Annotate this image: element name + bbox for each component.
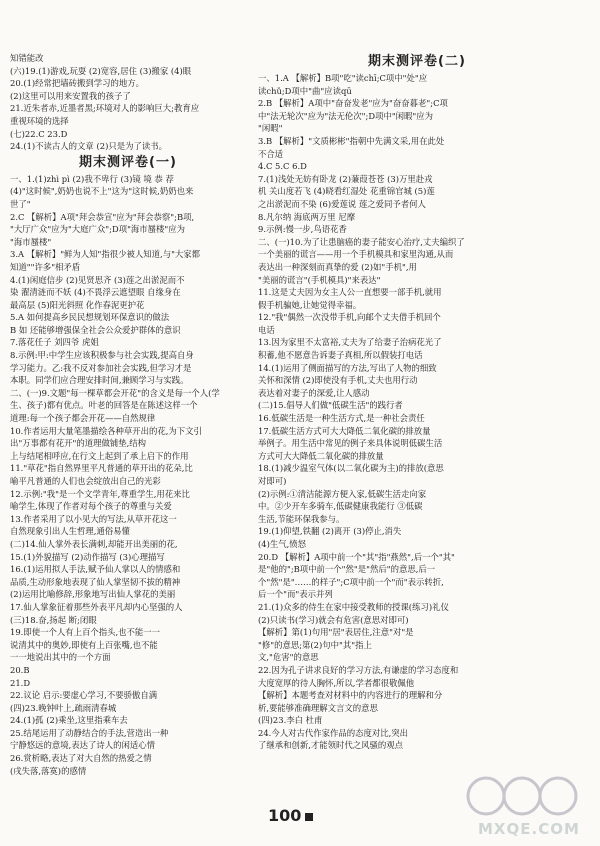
answer-line: 22.议论 启示:要虚心学习,不要骄傲自满 xyxy=(10,690,158,701)
answer-line: (三)18.奋,扬起 断;闭眼 xyxy=(10,614,97,625)
answer-line: 16.低碳生活是一种生活方式,是一种社会责任 xyxy=(258,413,425,424)
answer-line: 24.(1)孤 (2)乘坐,这里指乘车去 xyxy=(10,715,128,726)
answer-line: (4)"这时候",奶奶也说不上"这为"这时候,奶奶也来 xyxy=(10,186,194,197)
answer-line: "修"的意思;第(2)句中"其"指上 xyxy=(258,639,372,650)
answer-line: 个"然"是"……的样子";C项中前一个"而"表示转折, xyxy=(258,576,444,587)
right-column xyxy=(258,52,576,752)
answer-line: 22.因为孔子讲求良好的学习方法,有谦虚的学习态度和 xyxy=(258,664,459,675)
answer-line: "美丽的谎言"(手机模具)"来表达" xyxy=(258,274,381,285)
answer-line: (四)23.晚钟叶上,疏雨清春城 xyxy=(10,702,117,713)
exam-title-one: 期末测评卷(一) xyxy=(79,154,177,170)
page-number-text: 100 xyxy=(268,806,302,825)
answer-line: 20.D 【解析】A项中前一个"其"指"燕然",后一个"其" xyxy=(258,551,455,562)
left-top-answers xyxy=(10,52,246,153)
answer-line: 自然现象引出人生哲理,通俗易懂 xyxy=(10,526,130,537)
answer-line: 学习能力。乙:我不反对参加社会实践,但学习才是 xyxy=(10,362,192,373)
answer-line: 9.示例:慢一步,鸟语花香 xyxy=(258,224,347,235)
answer-line: "闲暇" xyxy=(258,123,283,134)
answer-line: 18.(1)减少温室气体(以二氧化碳为主)的排放(意思 xyxy=(258,463,444,474)
answer-line: 是"他的";B项中前一个"然"是"然后"的意思,后一 xyxy=(258,564,436,575)
answer-line: 19.即使一个人有上百个指头,也不能一一 xyxy=(10,627,160,638)
answer-line: 本职。同学们应合理安排时间,兼顾学习与实践。 xyxy=(10,375,189,386)
answer-line: 3.B 【解析】"文质彬彬"指朝中先满文采,用在此处 xyxy=(258,135,445,146)
answer-line: 宁静悠远的意境,表达了诗人的闲适心情 xyxy=(10,740,156,751)
right-body-answers xyxy=(258,72,576,752)
answer-line: (二)14.仙人掌外表长满刺,却能开出美丽的花, xyxy=(10,538,178,549)
left-column xyxy=(10,52,246,777)
answer-line: 一、1.(1)zhì pì (2)我不卑行 (3)镜 境 恭 荐 xyxy=(10,173,174,184)
answer-line: 10.作者运用大量笔墨描绘各种草开出的花,为下文引 xyxy=(10,425,202,436)
answer-line: 最高层 (5)阳光斜照 化作春泥更护花 xyxy=(10,299,145,310)
watermark-text: MXQE.COM xyxy=(478,820,580,838)
answer-line: 出"万事都有花开"的道理做铺垫,结构 xyxy=(10,438,146,449)
answer-line: 13.作者采用了以小见大的写法,从草开花这一 xyxy=(10,513,177,524)
answer-line: 知道""许多"相矛盾 xyxy=(10,261,81,272)
answer-line: 后一个"而"表示并列 xyxy=(258,589,333,600)
answer-line: 12."我"偶然一次没带手机,向邮个丈夫借手机回个 xyxy=(258,312,441,323)
answer-line: 【解析】第(1)句用"居"表居住,注意"对"是 xyxy=(258,627,414,638)
answer-line: 7.落花任子 刘四爷 虎姐 xyxy=(10,337,99,348)
page-number xyxy=(268,806,313,825)
answer-line: 表达着对妻子的深爱,让人感动 xyxy=(258,387,370,398)
answer-line: (七)22.C 23.D xyxy=(10,128,68,139)
watermark xyxy=(464,770,594,842)
answer-line: 染 濯清涟而不妖 (4)不畏浮云遮望眼 自缘身在 xyxy=(10,287,181,298)
answer-line: 一个美丽的谎言——用一个手机模具和家里沟通,从而 xyxy=(258,249,454,260)
answer-line: 世了" xyxy=(10,198,31,209)
answer-line: 电话 xyxy=(258,324,275,335)
answer-line: 重视环境的选择 xyxy=(10,115,69,126)
answer-line: 不合适 xyxy=(258,148,284,159)
exam-title-two: 期末测评卷(二) xyxy=(368,54,466,69)
answer-line: 了继承和创新,才能领时代之风骚的观点 xyxy=(258,740,404,751)
answer-line: 二、(一)10.为了让患脑癌的妻子能安心治疗,丈夫编织了 xyxy=(258,236,465,247)
answer-line: 16.(1)运用拟人手法,赋予仙人掌以人的情感和 xyxy=(10,564,181,575)
answer-line: 上与结尾相呼应,在行文上起到了承上启下的作用 xyxy=(10,450,189,461)
answer-line: 2.C 【解析】A项"拜会恭宣"应为"拜会恭察";B项, xyxy=(10,211,195,222)
answer-line: 假手机骗她,让她觉得幸福。 xyxy=(258,299,362,310)
answer-line: 26.赏析略,表达了对大自然的热爱之情 xyxy=(10,753,152,764)
answer-line: 读chǔ;D项中"曲"应读qū xyxy=(258,85,352,96)
answer-line: 生活,节能环保我参与。 xyxy=(258,513,345,524)
answer-line: 文,"危害"的意思 xyxy=(258,652,319,663)
answer-line: 机 关山度若飞 (4)晓看红湿处 花重锦官城 (5)莲 xyxy=(258,186,435,197)
answer-line: 之出淤泥而不染 (6)爱莲说 莲之爱同予者何人 xyxy=(258,198,426,209)
answer-line: 11."草花"指自然界里平凡普通的草开出的花朵,比 xyxy=(10,463,193,474)
answer-line: 15.(1)外貌描写 (2)动作描写 (3)心理描写 xyxy=(10,551,165,562)
answer-line: "海市蜃楼" xyxy=(10,236,52,247)
answer-line: 积蓄,他不愿意告诉妻子真相,所以假装打电话 xyxy=(258,350,423,361)
answer-line: (四)23.李白 杜甫 xyxy=(258,715,323,726)
answer-line: 25.结尾运用了动静结合的手法,营造出一种 xyxy=(10,727,169,738)
answer-line: 24.(1)不读古人的文章 (2)只是为了读书。 xyxy=(10,141,167,152)
answer-line: 20.B xyxy=(10,664,30,675)
answer-line: (2)示例:①清洁能源方便入家,低碳生活走向家 xyxy=(258,488,427,499)
answer-line: 17.仙人掌象征着那些外表平凡却内心坚强的人 xyxy=(10,601,183,612)
answer-line: 2.B 【解析】A项中"奋奋发老"应为"奋奋暮老";C项 xyxy=(258,98,448,109)
answer-line: 举例子。用生活中常见的例子来具体说明低碳生活 xyxy=(258,438,443,449)
answer-line: 20.(1)经常把墙砖搬到学习的地方。 xyxy=(10,78,145,89)
answer-line: 一一地说出其中的一个方面 xyxy=(10,652,111,663)
answer-line: (二)15.倡导人们做"低碳生活"的践行者 xyxy=(258,400,403,411)
answer-line: 大度宽厚的待人胸怀,所以,学者都很敬佩他 xyxy=(258,677,415,688)
answer-line: 4.C 5.C 6.D xyxy=(258,161,307,172)
answer-line: (六)19.(1)游戏,玩耍 (2)宽容,居住 (3)搬家 (4)眼 xyxy=(10,65,192,76)
answer-line: 对即可) xyxy=(258,476,287,486)
answer-line: 知错能改 xyxy=(10,53,44,63)
page-marker-square xyxy=(305,813,313,821)
answer-line: (2)运用比喻修辞,形象地写出仙人掌花的美丽 xyxy=(10,589,176,600)
answer-line: 13.因为家里不太富裕,丈夫为了给妻子治病花光了 xyxy=(258,337,442,348)
answer-line: 表达出一种深刻而真挚的爱 (2)如"手机",用 xyxy=(258,261,417,272)
answer-line: 二、(一)9.文题"每一棵草都会开花"的含义是每一个人(学 xyxy=(10,387,220,398)
answer-line: 生、孩子)都有优点。叶老的回答是在陈述这样一个 xyxy=(10,400,198,411)
answer-line: 8.凡尔纳 海底两万里 尼摩 xyxy=(258,211,356,222)
answer-line: 3.A 【解析】"鲜为人知"指很少被人知道,与"大家都 xyxy=(10,249,201,260)
answer-line: 21.(1)众多的侍生在家中接受教师的授课(练习)礼仪 xyxy=(258,601,449,612)
answer-line: (2)这里可以用来安置我的孩子了 xyxy=(10,90,131,101)
answer-line: 析,要能够准确理解文言文的意思 xyxy=(258,702,378,713)
answer-line: 7.(1)浅处无妨有卧龙 (2)蒹葭苍苍 (3)万里赴戎 xyxy=(258,173,433,184)
answer-line: 11.这是丈夫因为女主人公一直想要一部手机,就用 xyxy=(258,287,442,298)
answer-line: 14.(1)运用了侧面描写的方法,写出了人物的细致 xyxy=(258,362,437,373)
answer-line: 喻平凡普通的人们也会绽放出自己的光彩 xyxy=(10,476,161,486)
answer-line: 喻学生,体现了作者对每个孩子的尊重与关爱 xyxy=(10,501,172,512)
answer-line: 4.(1)闲庭信步 (2)见贤思齐 (3)莲之出淤泥而不 xyxy=(10,274,185,285)
answer-line: 关怀和深情 (2)即使没有手机,丈夫也用行动 xyxy=(258,375,418,386)
answer-line: 8.示例:甲:中学生应该积极参与社会实践,提高自身 xyxy=(10,350,194,361)
answer-line: 一、1.A 【解析】B项"吃"读chī;C项中"处"应 xyxy=(258,73,428,83)
left-body-answers xyxy=(10,173,246,778)
answer-line: "大厅广众"应为"大庭广众";D项"海市蜃楼"应为 xyxy=(10,224,186,235)
answer-line: 道理:每一个孩子都会开花——自然规律 xyxy=(10,413,156,424)
answer-line: 19.(1)仰望,铁翻 (2)离开 (3)停止,消失 xyxy=(258,526,402,537)
answer-line: B 如 还能够增强保全社会公众爱护群体的意识 xyxy=(10,324,181,335)
answer-line: 17.低碳生活方式可大大降低二氧化碳的排放量 xyxy=(258,425,431,436)
answer-line: (戌失落,落寞)的感情 xyxy=(10,765,87,776)
answer-line: 【解析】本题考查对材料中的内容进行的理解和分 xyxy=(258,690,443,701)
answer-line: 5.A 如何提高乡民民想规划环保意识的做法 xyxy=(10,312,170,323)
answer-line: 12.示例:"我"是一个文学青年,尊重学生,用花来比 xyxy=(10,488,190,499)
answer-line: 21.近朱者赤,近墨者黑;环境对人的影响巨大;教育应 xyxy=(10,103,200,114)
answer-line: 中。②少开车多骑车,低碳健康我能行 ③低碳 xyxy=(258,501,423,512)
answer-line: 24.今人对古代作家作品的态度对比,突出 xyxy=(258,727,408,738)
answer-line: 方式可大大降低二氧化碳的排放量 xyxy=(258,450,384,461)
answer-line: 中"法无轮次"应为"法无伦次";D项中"闲暇"应为 xyxy=(258,110,434,121)
answer-line: (4)生气,愤怒 xyxy=(258,538,307,549)
answer-line: (2)只读书(学习)就会有危害(意思对即可) xyxy=(258,614,409,625)
answer-line: 说清其中的奥妙,即使有上百张嘴,也不能 xyxy=(10,639,158,650)
answer-line: 品质,生动形象地表现了仙人掌坚韧不拔的精神 xyxy=(10,576,181,587)
answer-line: 21.D xyxy=(10,677,31,688)
